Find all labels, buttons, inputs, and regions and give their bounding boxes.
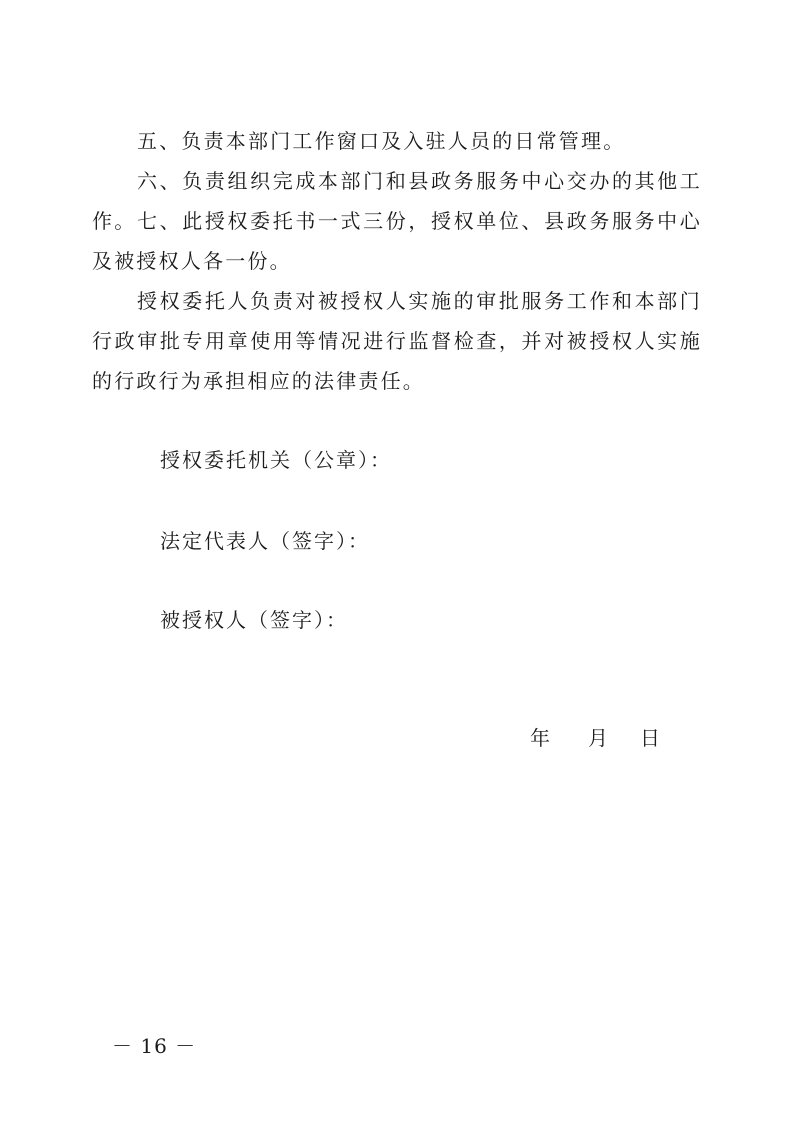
date-year-label: 年 — [530, 726, 550, 750]
paragraph-supervision: 授权委托人负责对被授权人实施的审批服务工作和本部门行政审批专用章使用等情况进行监督检查，并对被授权人实施的行政行为承担相应的法律责任。 — [92, 289, 702, 393]
signature-authorized-person: 被授权人（签字）： — [160, 608, 348, 632]
date-month-label: 月 — [588, 726, 608, 750]
page-number: － 16 － — [112, 1034, 197, 1058]
paragraph-item-7: 七、此授权委托书一式三份，授权单位、县政务服务中心及被授权人各一份。 — [92, 209, 702, 273]
paragraph-item-6: 六、负责组织完成本部门和县政务服务中心交办的其他工作。 — [92, 169, 702, 233]
date-line — [530, 724, 660, 752]
signature-authorizing-agency: 授权委托机关（公章）： — [160, 448, 392, 472]
date-day-label: 日 — [640, 726, 660, 750]
signature-legal-representative: 法定代表人（签字）： — [160, 529, 370, 553]
paragraph-item-5: 五、负责本部门工作窗口及入驻人员的日常管理。 — [137, 129, 626, 153]
